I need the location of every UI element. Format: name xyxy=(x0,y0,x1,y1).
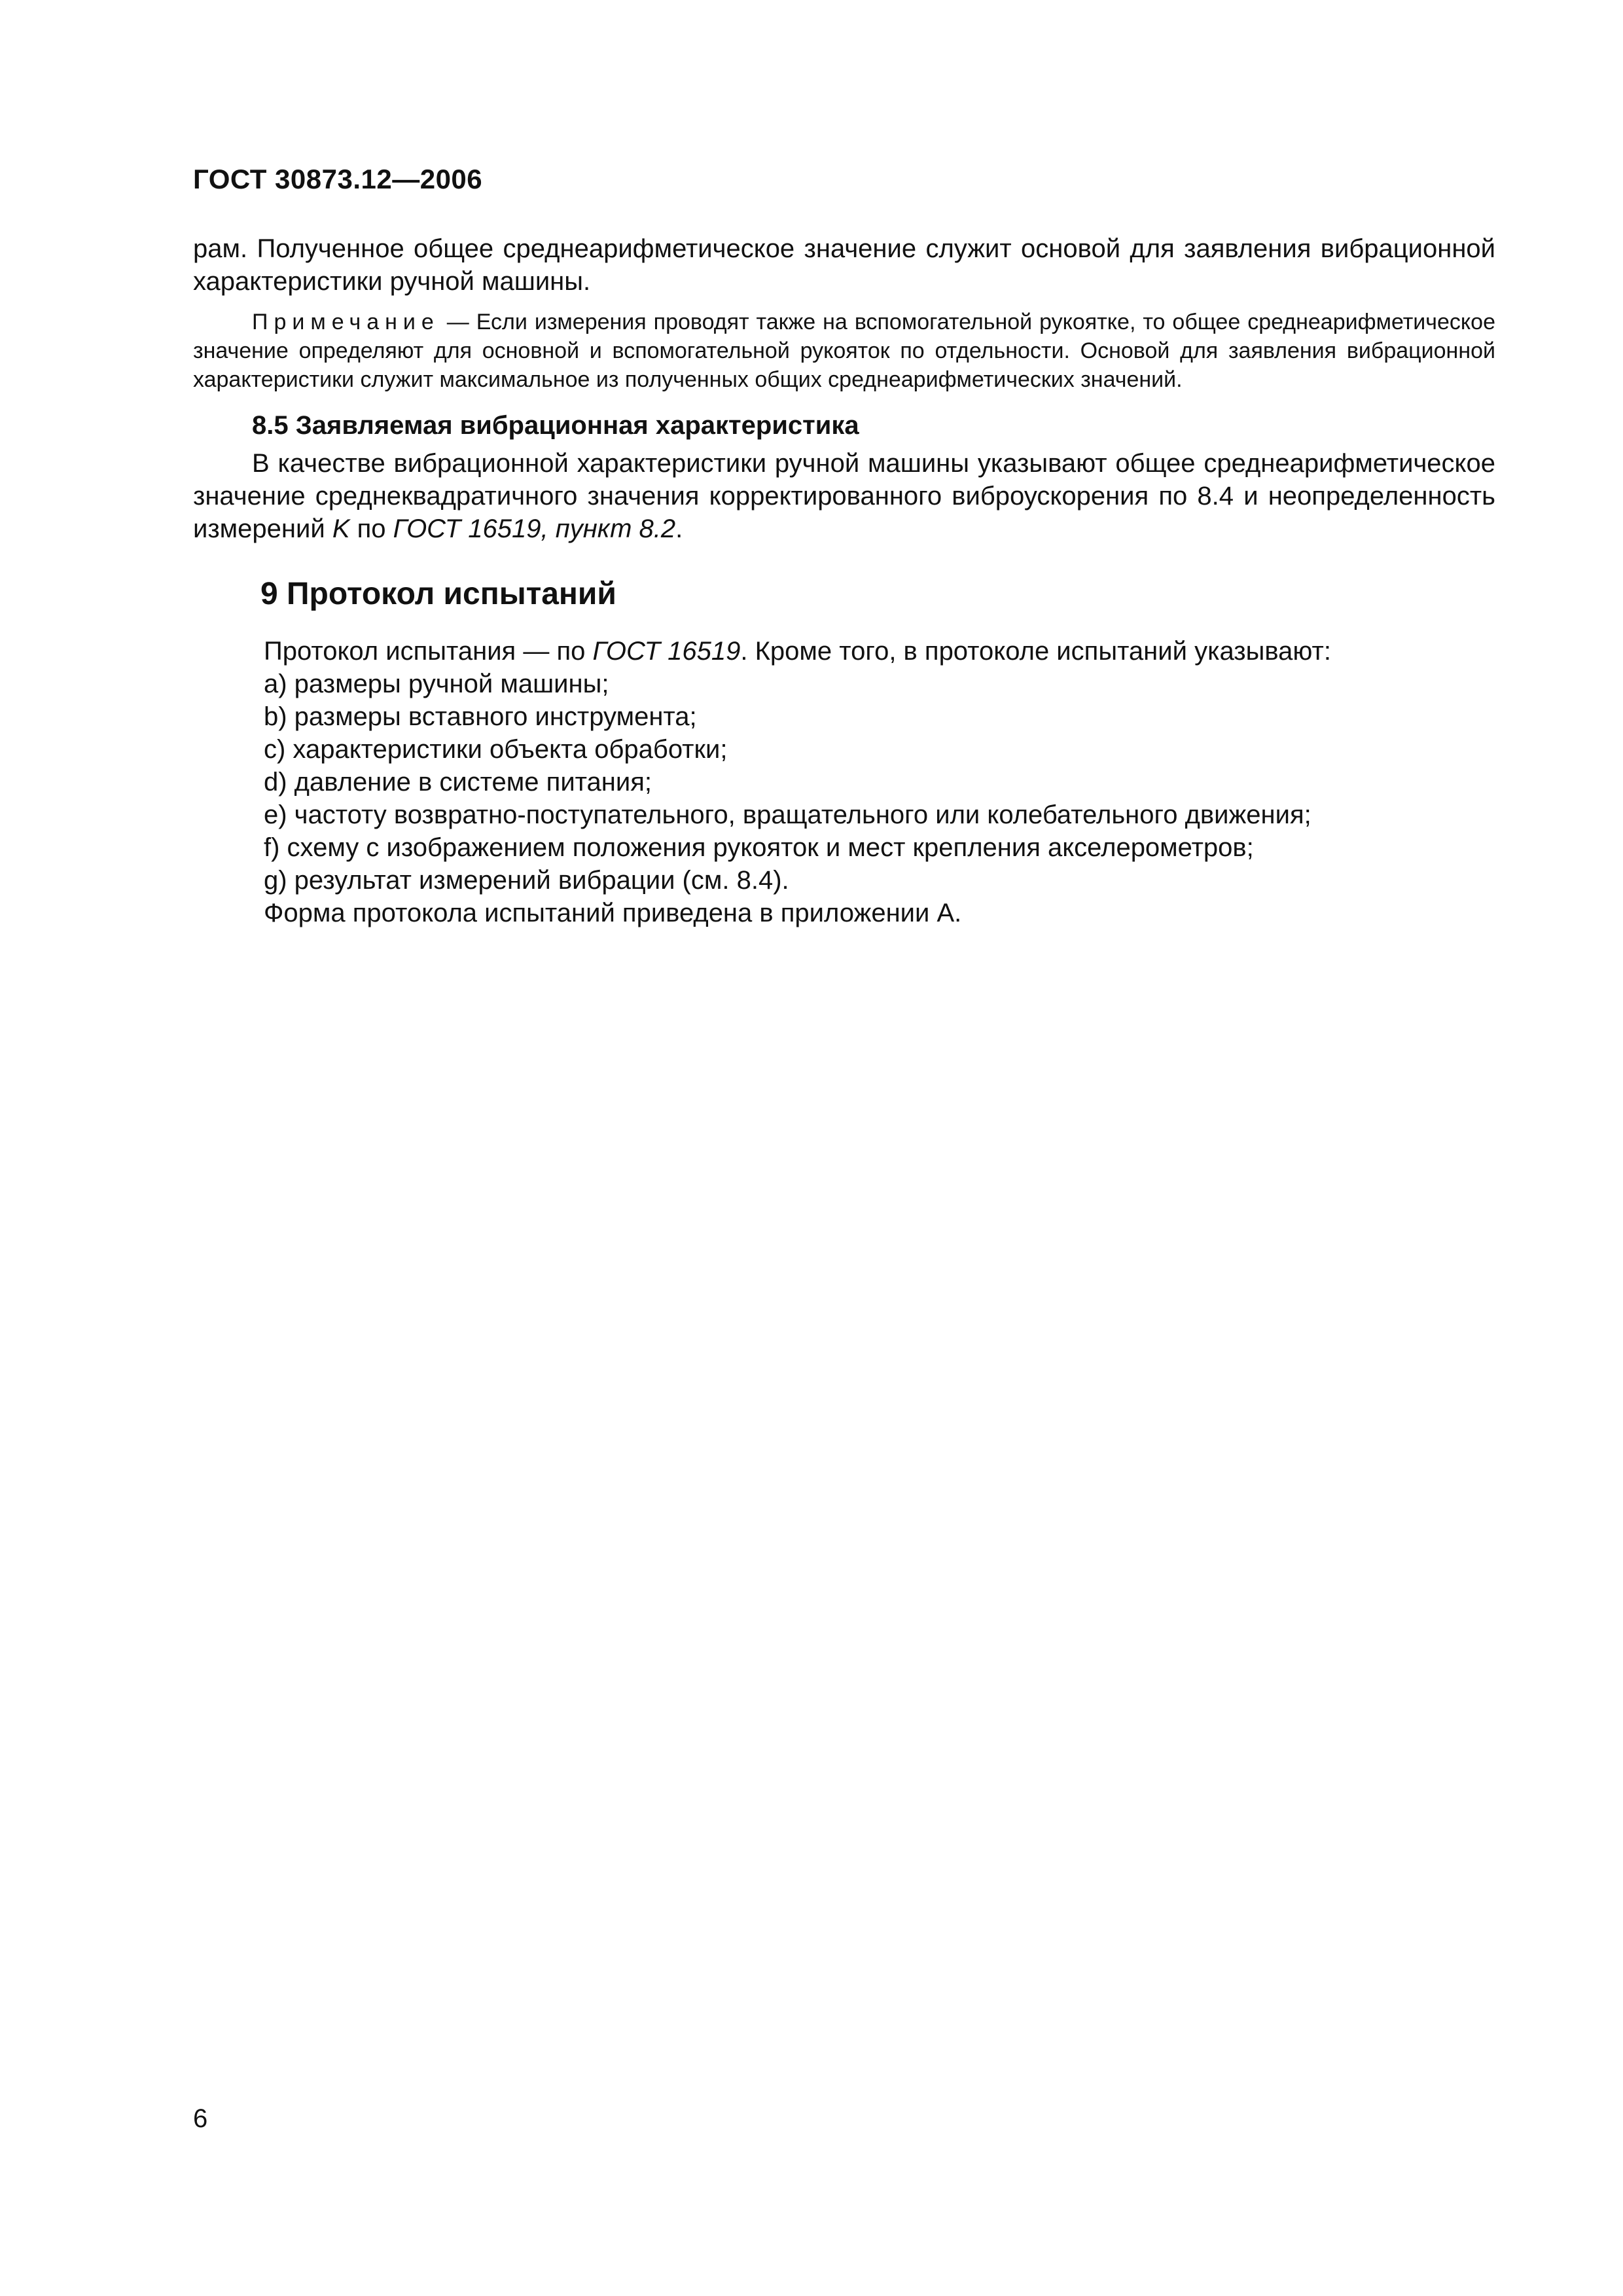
note-paragraph xyxy=(193,308,1495,394)
intro-end: . Кроме того, в протоколе испытаний указывают: xyxy=(740,637,1331,666)
section-8-5-paragraph xyxy=(193,447,1495,545)
list-item: f) схему с изображением положения рукояток и мест крепления акселерометров; xyxy=(264,833,1254,862)
intro-start: Протокол испытания — по xyxy=(264,637,593,666)
section-9-body xyxy=(264,635,1507,929)
list-item: d) давление в системе питания; xyxy=(264,768,652,797)
list-item: b) размеры вставного инструмента; xyxy=(264,702,697,731)
note-label: Примечание xyxy=(252,310,440,334)
running-title: ГОСТ 30873.12—2006 xyxy=(193,164,483,194)
continuation-paragraph-block xyxy=(193,232,1495,298)
intro-reference: ГОСТ 16519 xyxy=(592,637,741,666)
section-8-5-text-start: В качестве вибрационной характеристики ручной машины указывают общее среднеарифметическое значение среднеквадратичного значения корректированного виброускорения по 8.4 и неопределенность измерений xyxy=(193,449,1495,543)
note-block xyxy=(193,308,1495,394)
section-9-title: 9 Протокол испытаний xyxy=(260,577,616,611)
list-item: a) размеры ручной машины; xyxy=(264,670,609,698)
note-text: — Если измерения проводят также на вспомогательной рукоятке, то общее среднеарифметическое значение определяют для основной и вспомогательной рукояток по отдельности. Основой для заявления вибрационной характеристики служит максимальное из полученных общих среднеарифметических значений. xyxy=(193,310,1495,392)
section-8-5-heading-block xyxy=(193,409,1495,442)
section-9-closing: Форма протокола испытаний приведена в приложении А. xyxy=(264,899,962,927)
list-item: c) характеристики объекта обработки; xyxy=(264,735,728,764)
gost-reference-link: ГОСТ 16519, пункт 8.2 xyxy=(393,514,676,543)
page-number: 6 xyxy=(193,2104,208,2133)
symbol-k: K xyxy=(332,514,350,543)
continuation-paragraph: рам. Полученное общее среднеарифметическое значение служит основой для заявления вибрационной характеристики ручной машины. xyxy=(193,234,1495,296)
section-8-5-body-block xyxy=(193,447,1495,545)
section-9-intro xyxy=(264,635,1507,668)
section-8-5-text-end: . xyxy=(675,514,683,543)
list-item: e) частоту возвратно-поступательного, вращательного или колебательного движения; xyxy=(264,800,1311,829)
section-8-5-heading: 8.5 Заявляемая вибрационная характеристика xyxy=(252,411,859,440)
section-8-5-text-mid: по xyxy=(349,514,393,543)
list-item: g) результат измерений вибрации (см. 8.4). xyxy=(264,866,789,895)
